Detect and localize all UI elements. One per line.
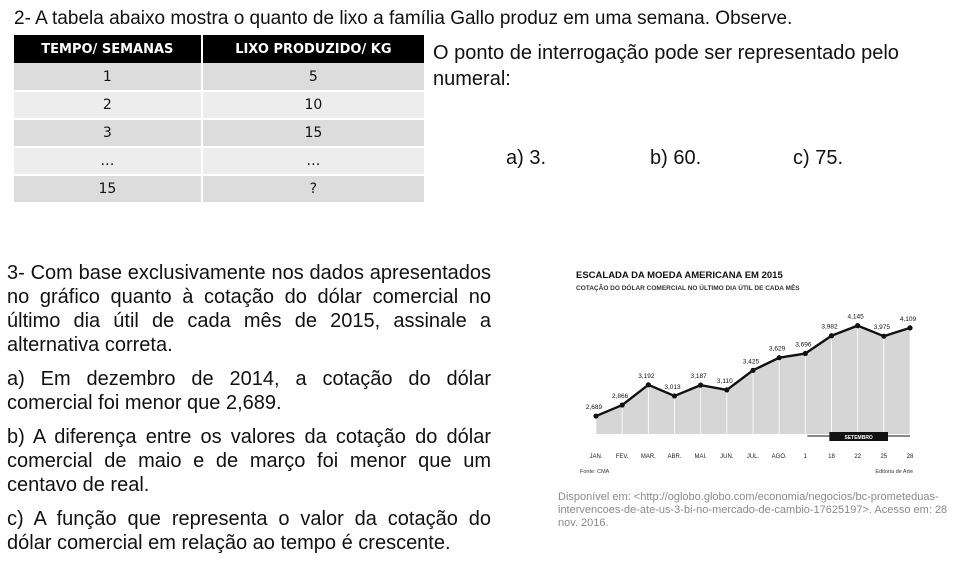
chart-tick-label: 18 [828,454,835,460]
table-cell: 2 [14,91,202,119]
table-header-waste: LIXO PRODUZIDO/ KG [202,35,425,63]
q3-option-b[interactable]: b) A diferença entre os valores da cotação do dólar comercial de maio e de março foi menor que um centavo de real. [7,426,491,496]
table-cell: … [202,147,425,175]
table-row [14,63,425,91]
table-cell: ? [202,175,425,203]
chart-point [777,355,782,360]
chart-data-label: 2,689 [585,404,603,412]
chart-data-label: 3,013 [664,383,681,391]
waste-table [14,35,426,204]
chart-data-label: 3,975 [873,324,890,332]
chart-tick-label: AGO. [771,454,787,460]
chart-subtitle: COTAÇÃO DO DÓLAR COMERCIAL NO ÚLTIMO DIA ÚTIL DE CADA MÊS [576,285,800,292]
table-cell: … [14,147,202,175]
table-cell: 15 [202,119,425,147]
table-row [14,147,425,175]
table-cell: 3 [14,119,202,147]
q2-option-c[interactable]: c) 75. [793,147,844,169]
table-cell: 10 [202,91,425,119]
chart-point [829,333,834,338]
chart-point [698,383,703,388]
chart-tick-label: FEV. [615,454,629,460]
chart-point [646,382,651,387]
chart-data-label: 2,866 [612,393,629,401]
chart-bracket-label: SETEMBRO [844,435,873,441]
chart-tick-label: ABR. [667,454,682,460]
q3-option-c[interactable]: c) A função que representa o valor da cotação do dólar comercial em relação ao tempo é crescente. [7,508,491,554]
chart-footer-left: Fonte: CMA [580,469,610,475]
chart-data-label: 3,187 [690,373,707,381]
q3-option-a[interactable]: a) Em dezembro de 2014, a cotação do dólar comercial foi menor que 2,689. [7,368,491,414]
chart-data-label: 4,145 [847,313,864,321]
chart-point [593,413,598,418]
chart-point [855,323,860,328]
chart-tick-label: JUL. [746,454,760,460]
q2-heading: 2- A tabela abaixo mostra o quanto de lixo a família Gallo produz em uma semana. Observe. [14,8,793,29]
dollar-chart [572,266,922,476]
chart-data-label: 3,696 [795,341,812,349]
chart-tick-label: 22 [854,454,862,460]
chart-tick-label: 28 [906,454,914,460]
q3-block [7,261,491,565]
chart-tick-label: 25 [880,454,888,460]
chart-footer-right: Editoria de Arte [875,469,913,475]
table-cell: 15 [14,175,202,203]
table-cell: 5 [202,63,425,91]
table-cell: 1 [14,63,202,91]
chart-point [620,402,625,407]
source-citation: Disponível em: <http://oglobo.globo.com/economia/negocios/bc-prometeduas-intervencoes-de-ate-us-3-bi-no-mercado-de-cambio-17625197>. Acesso em: 28 nov. 2016. [558,491,948,529]
table-header-time: TEMPO/ SEMANAS [14,35,202,63]
chart-data-label: 3,192 [638,372,655,380]
chart-point [672,393,677,398]
q2-option-b[interactable]: b) 60. [650,147,702,169]
chart-title: ESCALADA DA MOEDA AMERICANA EM 2015 [576,270,783,281]
table-row [14,91,425,119]
chart-tick-label: JUN. [720,454,734,460]
chart-point [803,351,808,356]
chart-point [750,368,755,373]
q2-question: O ponto de interrogação pode ser representado pelo numeral: [433,42,899,90]
chart-tick-label: MAI. [694,454,707,460]
chart-data-label: 3,982 [821,323,838,331]
chart-data-label: 4,109 [899,315,917,323]
chart-point [907,325,912,330]
chart-data-label: 3,110 [716,377,733,385]
q3-intro: 3- Com base exclusivamente nos dados apresentados no gráfico quanto à cotação do dólar comercial no último dia útil de cada mês de 2015, assinale a alternativa correta. [7,262,491,356]
chart-data-label: 3,425 [742,358,760,366]
chart-tick-label: JAN. [589,454,603,460]
table-row [14,175,425,203]
chart-tick-label: 1 [803,454,808,460]
chart-point [881,334,886,339]
chart-data-label: 3,629 [769,345,786,353]
chart-point [724,387,729,392]
chart-tick-label: MAR. [640,454,656,460]
q2-option-a[interactable]: a) 3. [506,147,547,169]
table-row [14,119,425,147]
